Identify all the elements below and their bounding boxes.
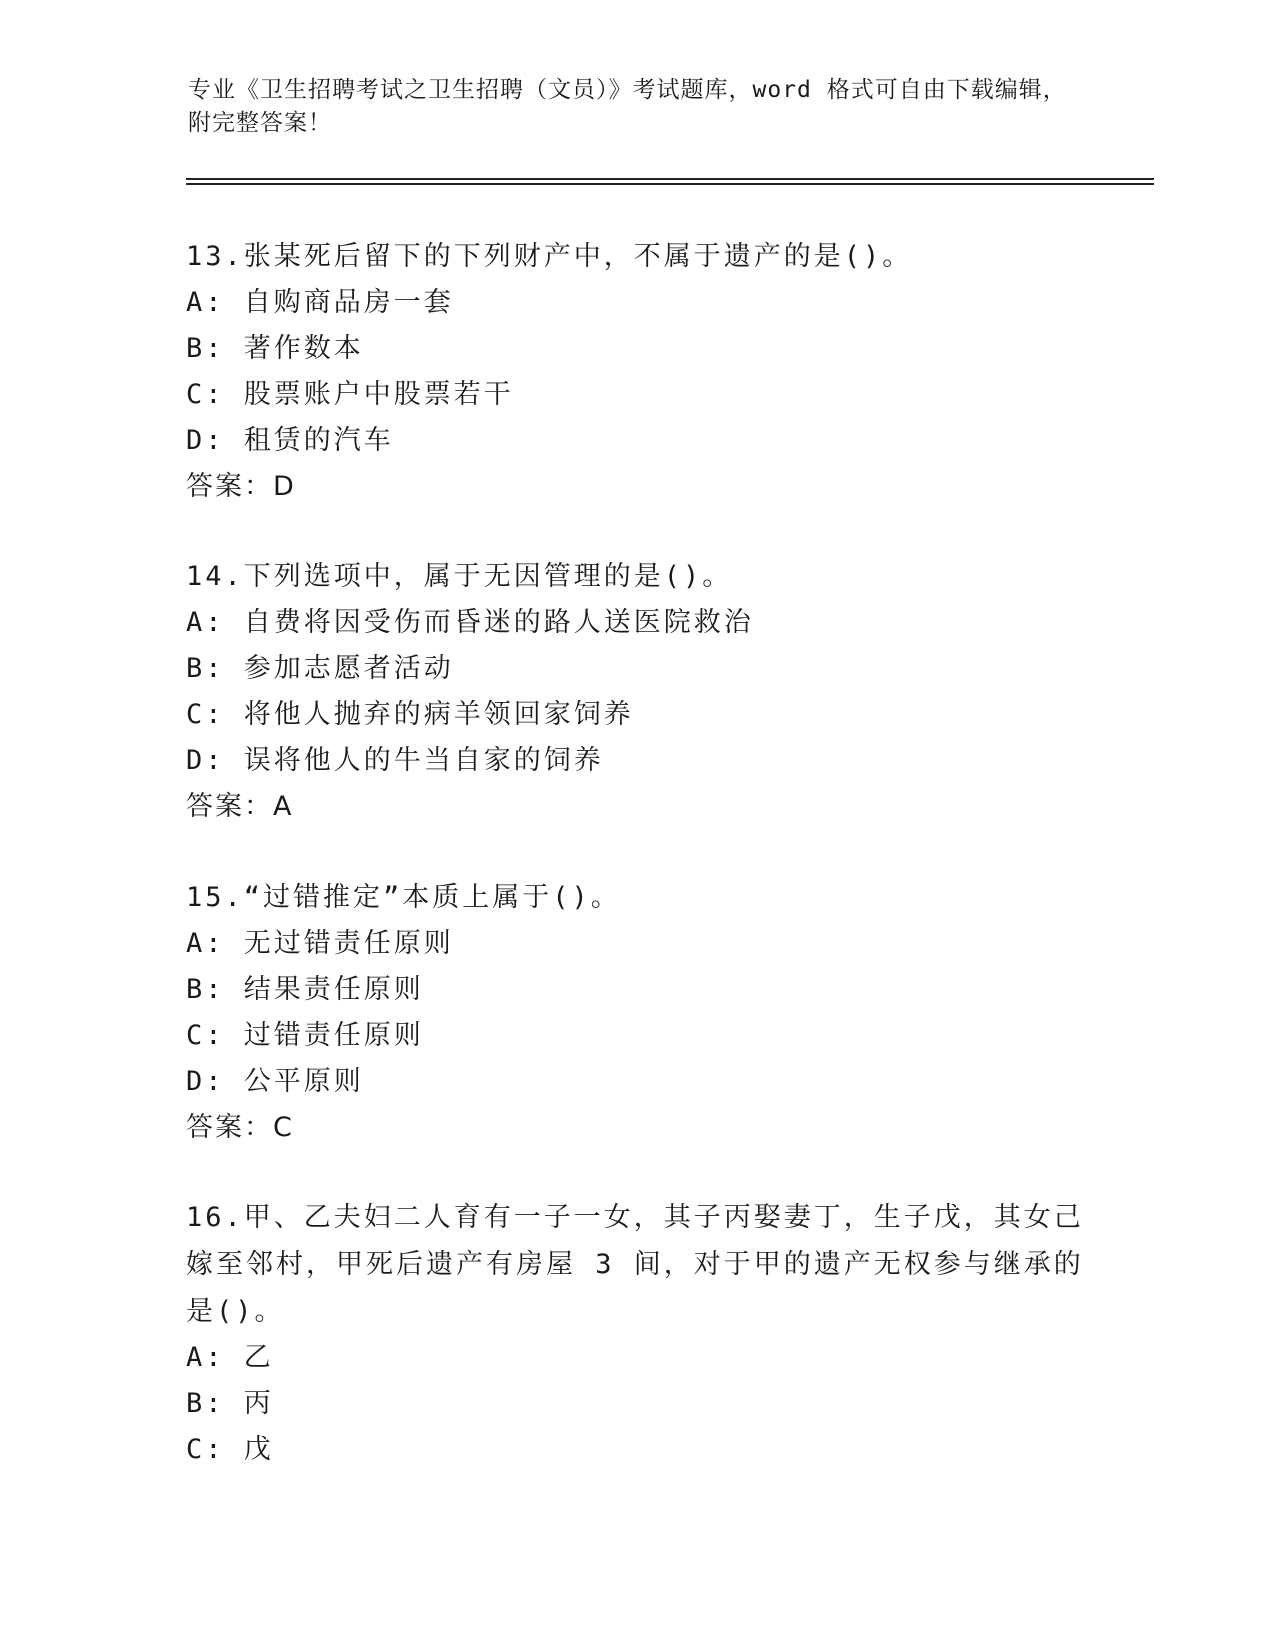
option-d: D: 公平原则 [186, 1066, 364, 1097]
answer-line: 答案：D [186, 471, 296, 502]
question-15 [186, 874, 1086, 1151]
header-divider [186, 178, 1154, 180]
option-d: D: 误将他人的牛当自家的饲养 [186, 745, 604, 776]
option-b: B: 参加志愿者活动 [186, 653, 454, 684]
document-header: 专业《卫生招聘考试之卫生招聘（文员）》考试题库，word 格式可自由下载编辑，附完整答案！ [188, 77, 1067, 136]
option-a: A: 自费将因受伤而昏迷的路人送医院救治 [186, 607, 754, 638]
header-divider-double [186, 183, 1154, 185]
answer-line: 答案：A [186, 791, 294, 822]
option-b: B: 丙 [186, 1388, 274, 1419]
option-a: A: 无过错责任原则 [186, 928, 454, 959]
question-16 [186, 1194, 1086, 1473]
option-a: A: 自购商品房一套 [186, 287, 454, 318]
question-13 [186, 233, 1086, 510]
option-a: A: 乙 [186, 1342, 274, 1373]
option-c: C: 戊 [186, 1434, 274, 1465]
answer-line: 答案：C [186, 1112, 294, 1143]
option-c: C: 股票账户中股票若干 [186, 379, 514, 410]
option-c: C: 过错责任原则 [186, 1020, 424, 1051]
question-14 [186, 553, 1086, 830]
question-stem: 14.下列选项中，属于无因管理的是()。 [186, 561, 733, 592]
question-stem: 13.张某死后留下的下列财产中，不属于遗产的是()。 [186, 241, 913, 272]
question-stem: 15.“过错推定”本质上属于()。 [186, 882, 621, 913]
option-d: D: 租赁的汽车 [186, 425, 394, 456]
option-b: B: 著作数本 [186, 333, 364, 364]
option-c: C: 将他人抛弃的病羊领回家饲养 [186, 699, 634, 730]
question-stem: 16.甲、乙夫妇二人育有一子一女，其子丙娶妻丁，生子戊，其女己嫁至邻村，甲死后遗产有房屋 3 间，对于甲的遗产无权参与继承的是()。 [186, 1202, 1084, 1327]
option-b: B: 结果责任原则 [186, 974, 424, 1005]
